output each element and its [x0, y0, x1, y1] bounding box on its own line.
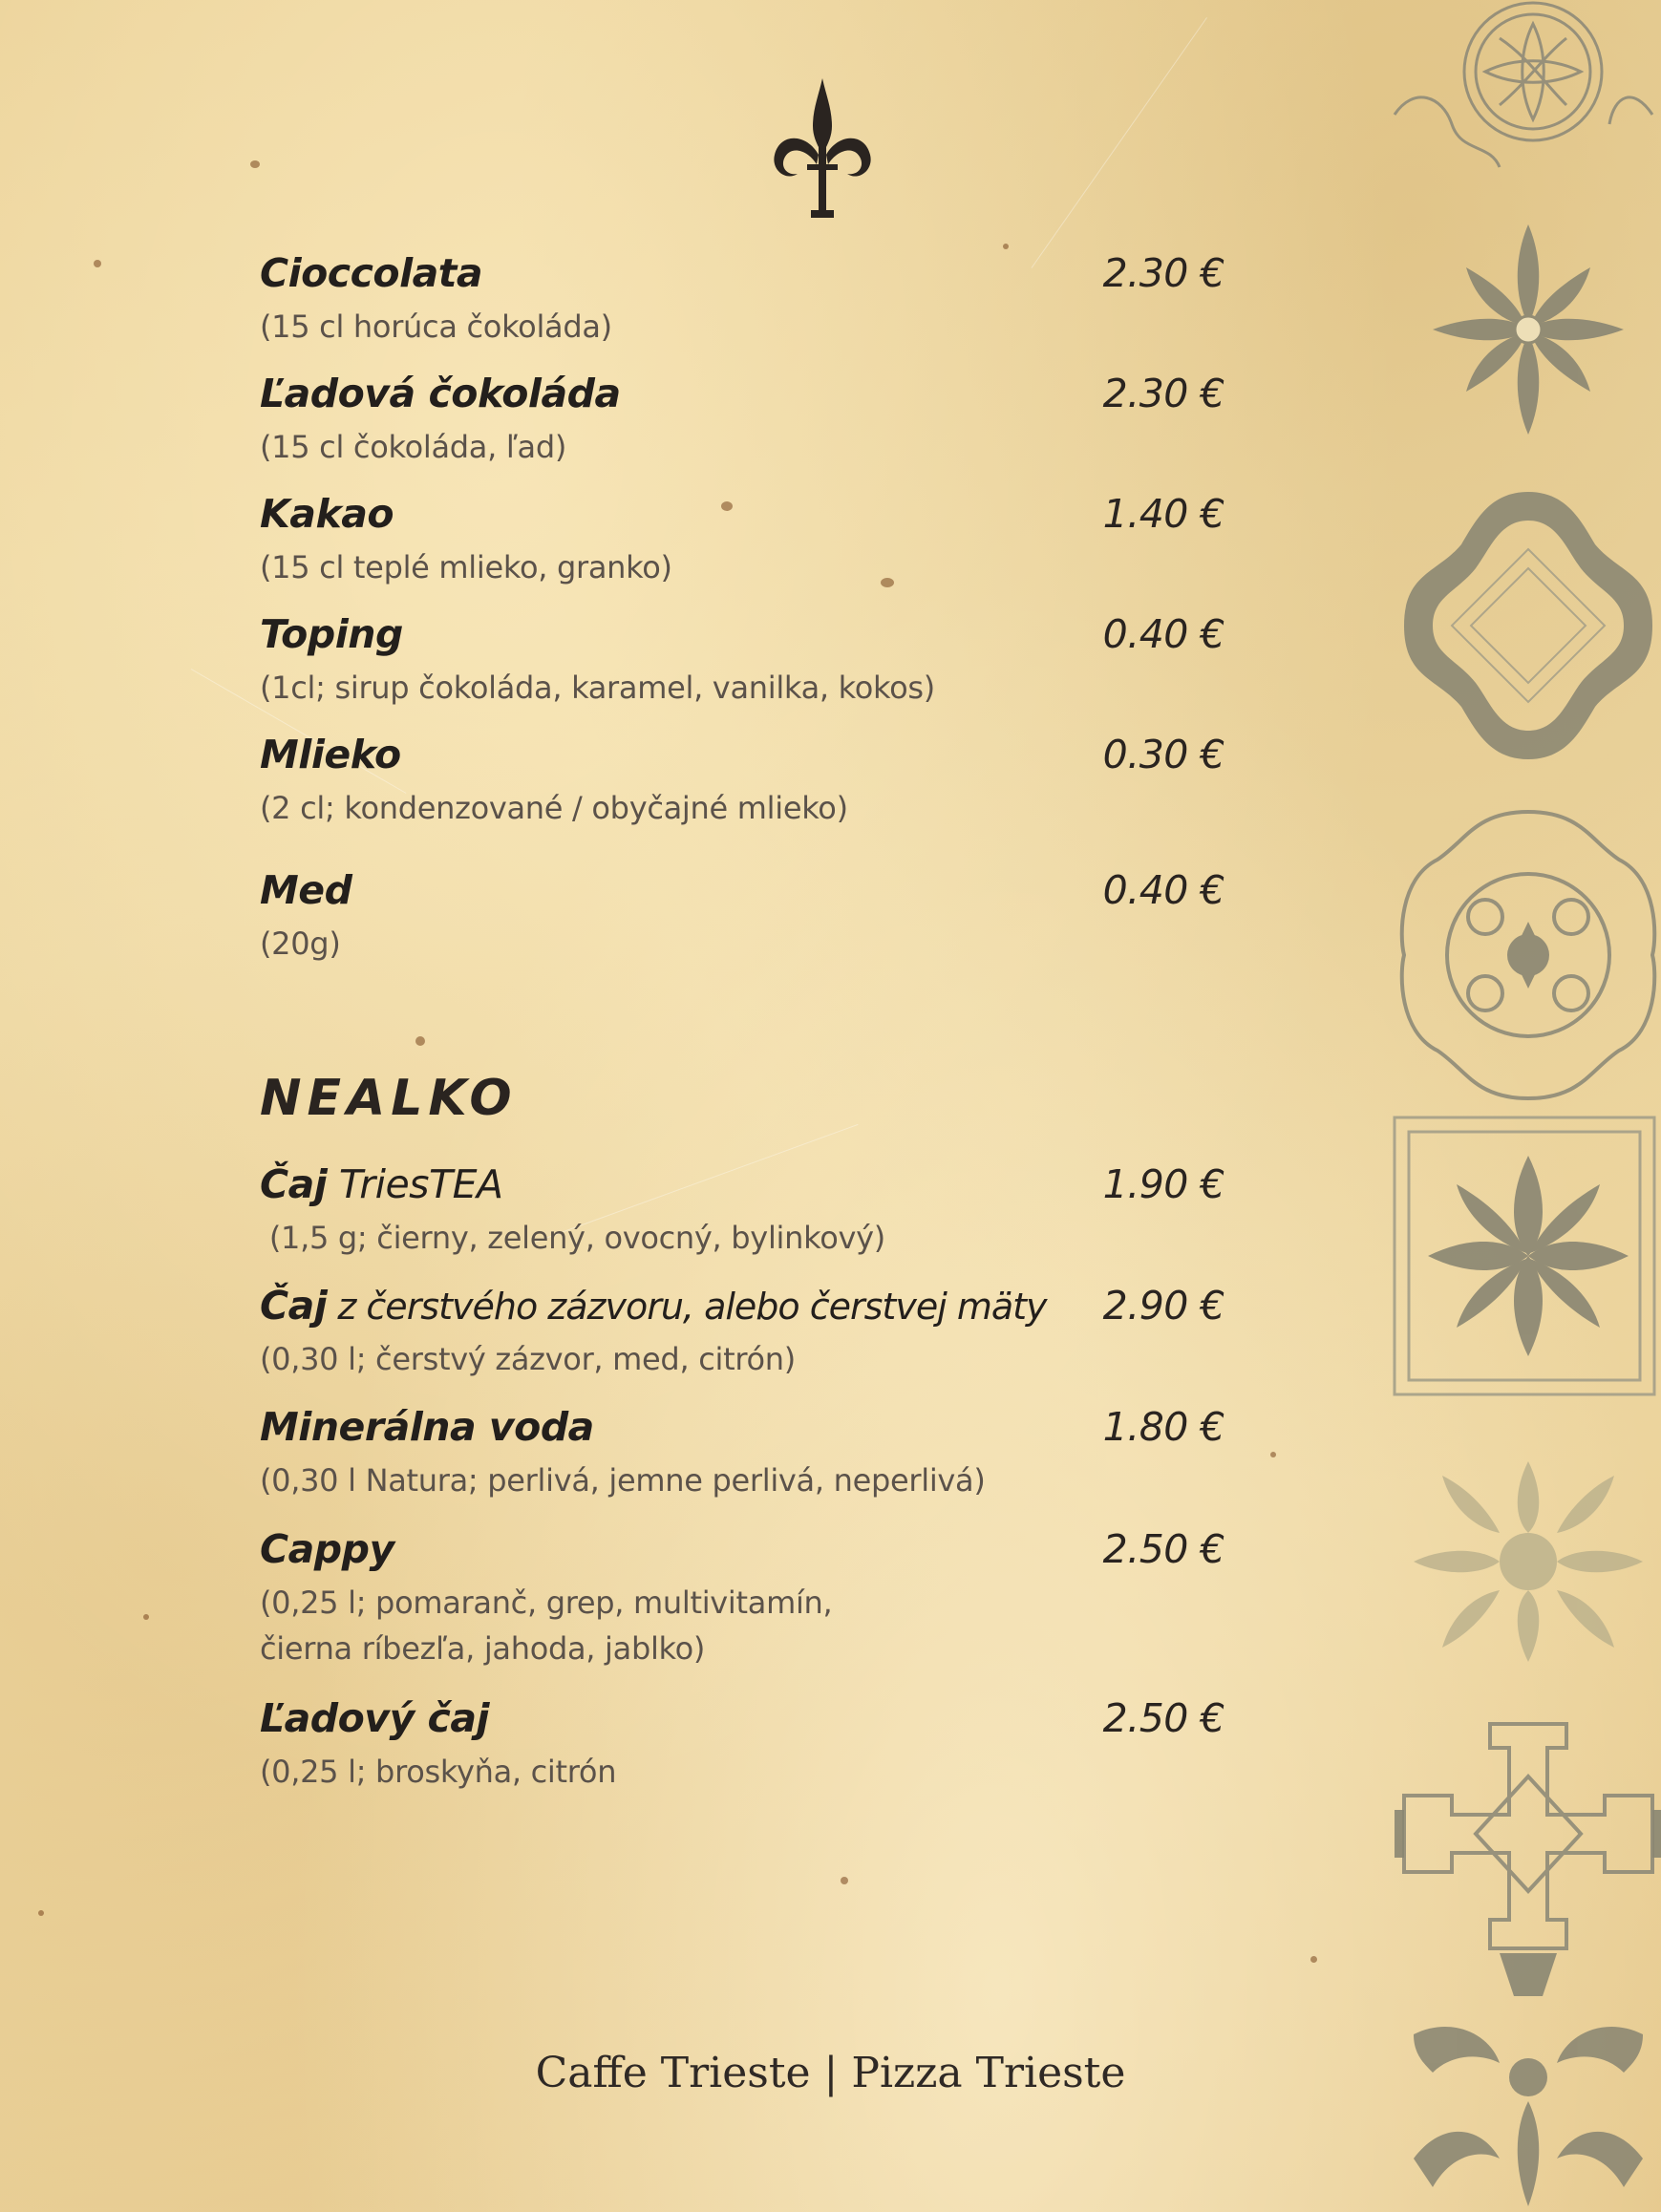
menu-item — [260, 1695, 1224, 1795]
item-name: Kakao — [260, 491, 394, 537]
item-price: 2.30 € — [1102, 250, 1224, 296]
item-price: 2.50 € — [1102, 1526, 1224, 1572]
item-price: 2.30 € — [1102, 371, 1224, 416]
menu-item — [260, 1404, 1224, 1503]
item-name: Toping — [260, 611, 403, 657]
item-name-bold: Čaj — [260, 1161, 328, 1207]
item-description: (0,30 l; čerstvý zázvor, med, citrón) — [260, 1341, 796, 1377]
item-description-line: čierna ríbezľa, jahoda, jablko) — [260, 1630, 706, 1667]
footer-brand: Caffe Trieste | Pizza Trieste — [535, 2049, 1126, 2097]
item-price: 1.40 € — [1102, 491, 1224, 537]
menu-item — [260, 732, 1224, 831]
menu-item — [260, 491, 1224, 590]
item-name: Ľadový čaj — [260, 1695, 490, 1741]
item-price: 0.40 € — [1102, 867, 1224, 913]
item-price: 2.50 € — [1102, 1695, 1224, 1741]
item-description: (1cl; sirup čokoláda, karamel, vanilka, kokos) — [260, 670, 935, 706]
item-name: Cappy — [260, 1526, 394, 1572]
item-name-bold: Čaj — [260, 1283, 328, 1329]
item-name — [260, 1161, 1224, 1207]
menu-item — [260, 250, 1224, 350]
item-description: (15 cl čokoláda, ľad) — [260, 429, 567, 465]
item-description: (15 cl horúca čokoláda) — [260, 308, 612, 345]
item-price: 0.40 € — [1102, 611, 1224, 657]
ornamental-tile-border — [1375, 0, 1661, 2212]
item-name: Cioccolata — [260, 250, 483, 296]
menu-item — [260, 1161, 1224, 1261]
item-name: Ľadová čokoláda — [260, 371, 621, 416]
item-description — [260, 1580, 1224, 1671]
item-name-rest: z čerstvého zázvoru, alebo čerstvej mäty — [327, 1286, 1047, 1328]
item-description: (15 cl teplé mlieko, granko) — [260, 549, 672, 585]
item-description: (2 cl; kondenzované / obyčajné mlieko) — [260, 790, 848, 826]
item-description: (1,5 g; čierny, zelený, ovocný, bylinkový) — [260, 1220, 885, 1256]
item-description: (0,30 l Natura; perlivá, jemne perlivá, neperlivá) — [260, 1462, 986, 1499]
item-name: Med — [260, 867, 352, 913]
item-name-rest: TriesTEA — [327, 1161, 503, 1207]
item-name: Mlieko — [260, 732, 401, 777]
menu-item — [260, 1283, 1224, 1382]
menu-item — [260, 371, 1224, 470]
item-price: 1.80 € — [1102, 1404, 1224, 1450]
item-name: Minerálna voda — [260, 1404, 594, 1450]
menu-item — [260, 1526, 1224, 1671]
item-description: (20g) — [260, 925, 341, 962]
item-description-line: (0,25 l; pomaranč, grep, multivitamín, — [260, 1585, 833, 1621]
item-name — [260, 1283, 1224, 1329]
item-price: 0.30 € — [1102, 732, 1224, 777]
item-price: 2.90 € — [1102, 1283, 1224, 1329]
item-description: (0,25 l; broskyňa, citrón — [260, 1754, 617, 1790]
menu-item — [260, 867, 1224, 967]
section-title: NEALKO — [260, 1070, 518, 1127]
item-price: 1.90 € — [1102, 1161, 1224, 1207]
menu-item — [260, 611, 1224, 711]
